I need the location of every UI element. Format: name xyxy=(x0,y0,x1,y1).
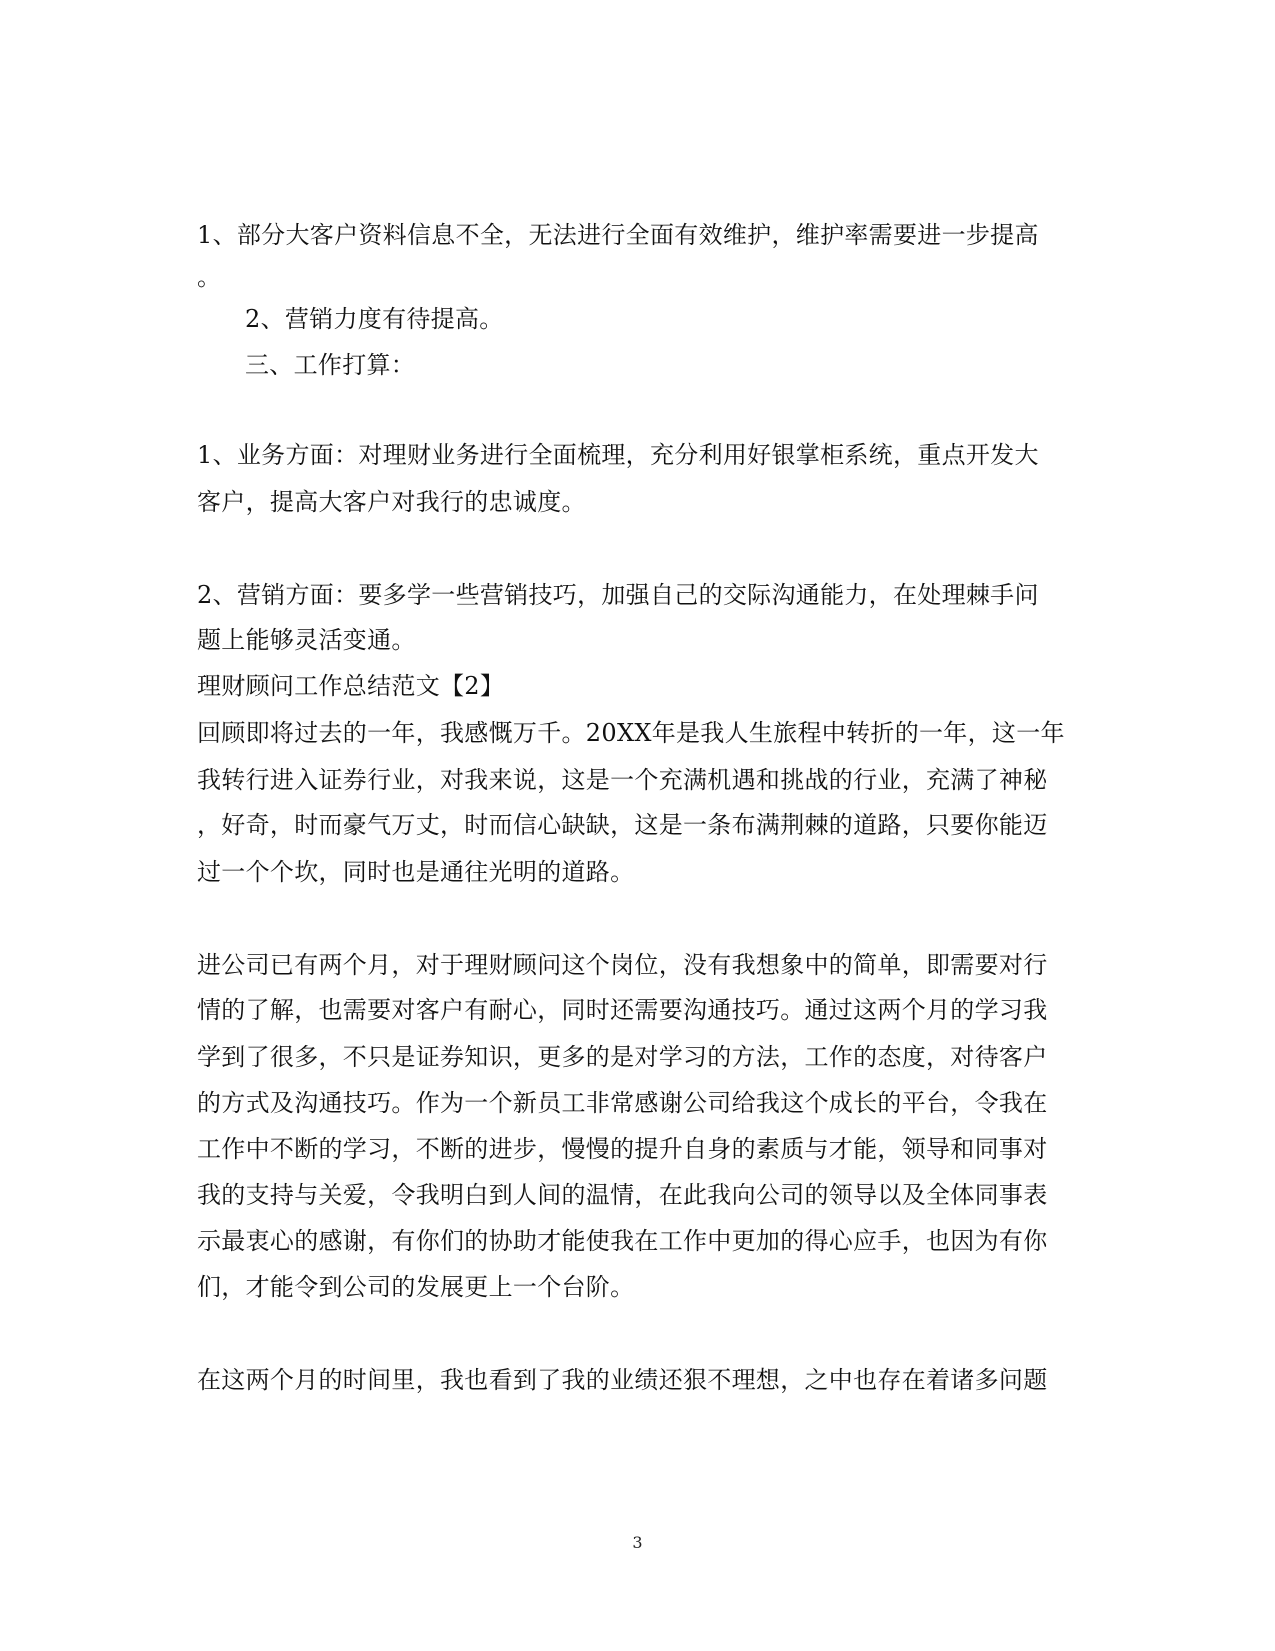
text-line: 2、营销力度有待提高。 xyxy=(245,305,504,333)
text-line: 1、业务方面：对理财业务进行全面梳理，充分利用好银掌柜系统，重点开发大 xyxy=(197,441,1039,469)
text-line: 进公司已有两个月，对于理财顾问这个岗位，没有我想象中的简单，即需要对行 xyxy=(197,951,1048,979)
text-line: 题上能够灵活变通。 xyxy=(197,626,416,654)
text-line: 们，才能令到公司的发展更上一个台阶。 xyxy=(197,1273,635,1301)
text-line: 回顾即将过去的一年，我感慨万千。20XX年是我人生旅程中转折的一年，这一年 xyxy=(197,719,1065,747)
text-line: 的方式及沟通技巧。作为一个新员工非常感谢公司给我这个成长的平台，令我在 xyxy=(197,1089,1048,1117)
section-heading: 三、工作打算： xyxy=(245,351,416,379)
text-line: 情的了解，也需要对客户有耐心，同时还需要沟通技巧。通过这两个月的学习我 xyxy=(197,996,1048,1024)
page-number: 3 xyxy=(632,1533,643,1552)
text-line: 我的支持与关爱，令我明白到人间的温情，在此我向公司的领导以及全体同事表 xyxy=(197,1181,1048,1209)
text-line: 。 xyxy=(197,263,222,291)
text-line: 示最衷心的感谢，有你们的协助才能使我在工作中更加的得心应手，也因为有你 xyxy=(197,1227,1048,1255)
text-line: ，好奇，时而豪气万丈，时而信心缺缺，这是一条布满荆棘的道路，只要你能迈 xyxy=(197,811,1048,839)
text-line: 学到了很多，不只是证券知识，更多的是对学习的方法，工作的态度，对待客户 xyxy=(197,1043,1048,1071)
text-line: 2、营销方面：要多学一些营销技巧，加强自己的交际沟通能力，在处理棘手问 xyxy=(197,581,1039,609)
text-line: 1、部分大客户资料信息不全，无法进行全面有效维护，维护率需要进一步提高 xyxy=(197,221,1039,249)
text-line: 我转行进入证券行业，对我来说，这是一个充满机遇和挑战的行业，充满了神秘 xyxy=(197,766,1048,794)
text-line: 过一个个坎，同时也是通往光明的道路。 xyxy=(197,858,635,886)
article-title: 理财顾问工作总结范文【2】 xyxy=(197,672,505,700)
text-line: 客户，提高大客户对我行的忠诚度。 xyxy=(197,488,586,516)
text-line: 工作中不断的学习，不断的进步，慢慢的提升自身的素质与才能，领导和同事对 xyxy=(197,1135,1048,1163)
text-line: 在这两个月的时间里，我也看到了我的业绩还狠不理想，之中也存在着诸多问题 xyxy=(197,1366,1048,1394)
